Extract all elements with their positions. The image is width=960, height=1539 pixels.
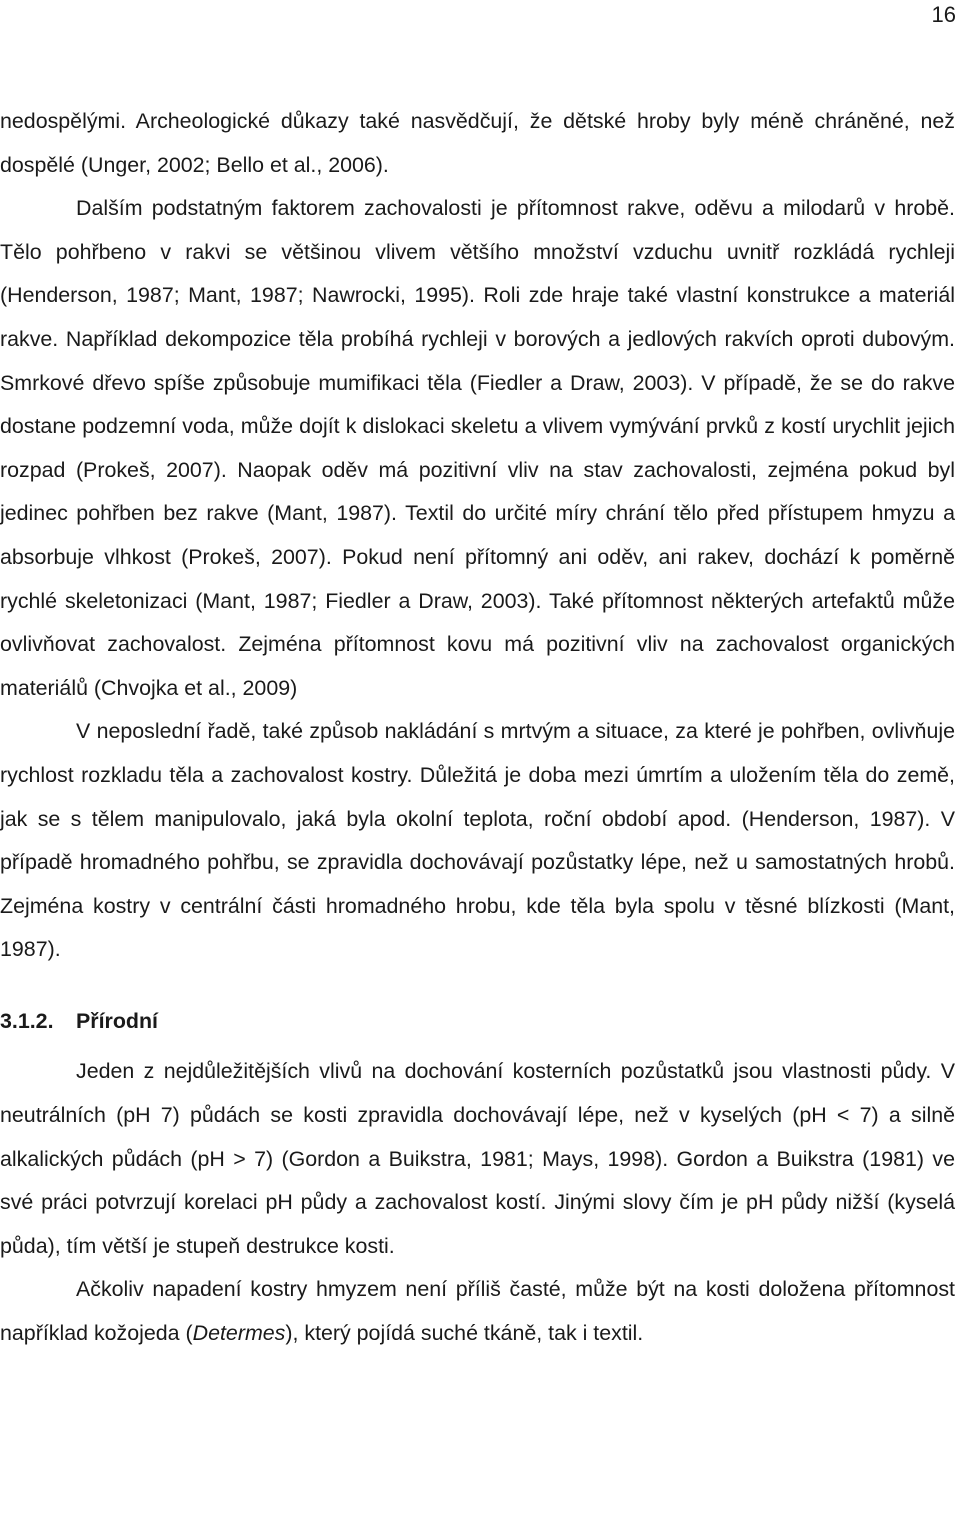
paragraph-3: V neposlední řadě, také způsob nakládání s mrtvým a situace, za které je pohřben, ovlivňuje rychlost rozkladu těla a zachovalost kostry. Důležitá je doba mezi úmrtím a uložením těla do země, jak se s tělem manipulovalo, jaká byla okolní teplota, roční období apod. (Henderson, 1987). V případě hromadného pohřbu, se zpravidla dochovávají pozůstatky lépe, než u samostatných hrobů. Zejména kostry v centrální části hromadného hrobu, kde těla byla spolu v těsné blízkosti (Mant, 1987). <box>0 719 955 962</box>
section-title: Přírodní <box>76 1008 159 1033</box>
section-heading <box>0 1000 955 1044</box>
paragraph-1: nedospělými. Archeologické důkazy také nasvědčují, že dětské hroby byly méně chráněné, než dospělé (Unger, 2002; Bello et al., 2006). <box>0 109 955 177</box>
paragraph-5-italic-term: Determes <box>192 1321 286 1346</box>
paragraph-5-text-after: ), který pojídá suché tkáně, tak i textil. <box>285 1321 644 1346</box>
paragraph-4: Jeden z nejdůležitějších vlivů na dochování kosterních pozůstatků jsou vlastnosti půdy. V neutrálních (pH 7) půdách se kosti zpravidla dochovávají lépe, než v kyselých (pH < 7) a silně alkalických půdách (pH > 7) (Gordon a Buikstra, 1981; Mays, 1998). Gordon a Buikstra (1981) ve své práci potvrzují korelaci pH půdy a zachovalost kostí. Jinými slovy čím je pH půdy nižší (kyselá půda), tím větší je stupeň destrukce kosti. <box>0 1059 955 1258</box>
paragraph-5 <box>0 1268 955 1355</box>
page-number: 16 <box>931 2 956 27</box>
paragraph-2: Dalším podstatným faktorem zachovalosti je přítomnost rakve, oděvu a milodarů v hrobě. Tělo pohřbeno v rakvi se většinou vlivem většího množství vzduchu uvnitř rozkládá rychleji (Henderson, 1987; Mant, 1987; Nawrocki, 1995). Roli zde hraje také vlastní konstrukce a materiál rakve. Například dekompozice těla probíhá rychleji v borových a jedlových rakvích oproti dubovým. Smrkové dřevo spíše způsobuje mumifikaci těla (Fiedler a Draw, 2003). V případě, že se do rakve dostane podzemní voda, může dojít k dislokaci skeletu a vlivem vymývání prvků z kostí urychlit jejich rozpad (Prokeš, 2007). Naopak oděv má pozitivní vliv na stav zachovalosti, zejména pokud byl jedinec pohřben bez rakve (Mant, 1987). Textil do určité míry chrání tělo před přístupem hmyzu a absorbuje vlhkost (Prokeš, 2007). Pokud není přítomný ani oděv, ani rakev, dochází k poměrně rychlé skeletonizaci (Mant, 1987; Fiedler a Draw, 2003). Také přítomnost některých artefaktů může ovlivňovat zachovalost. Zejména přítomnost kovu má pozitivní vliv na zachovalost organických materiálů (Chvojka et al., 2009) <box>0 196 955 700</box>
document-body <box>0 100 955 1356</box>
section-number: 3.1.2. <box>0 1008 54 1033</box>
paragraph-5-text-before: Ačkoliv napadení kostry hmyzem není příliš časté, může být na kosti doložena přítomnost například kožojeda ( <box>0 1277 955 1346</box>
